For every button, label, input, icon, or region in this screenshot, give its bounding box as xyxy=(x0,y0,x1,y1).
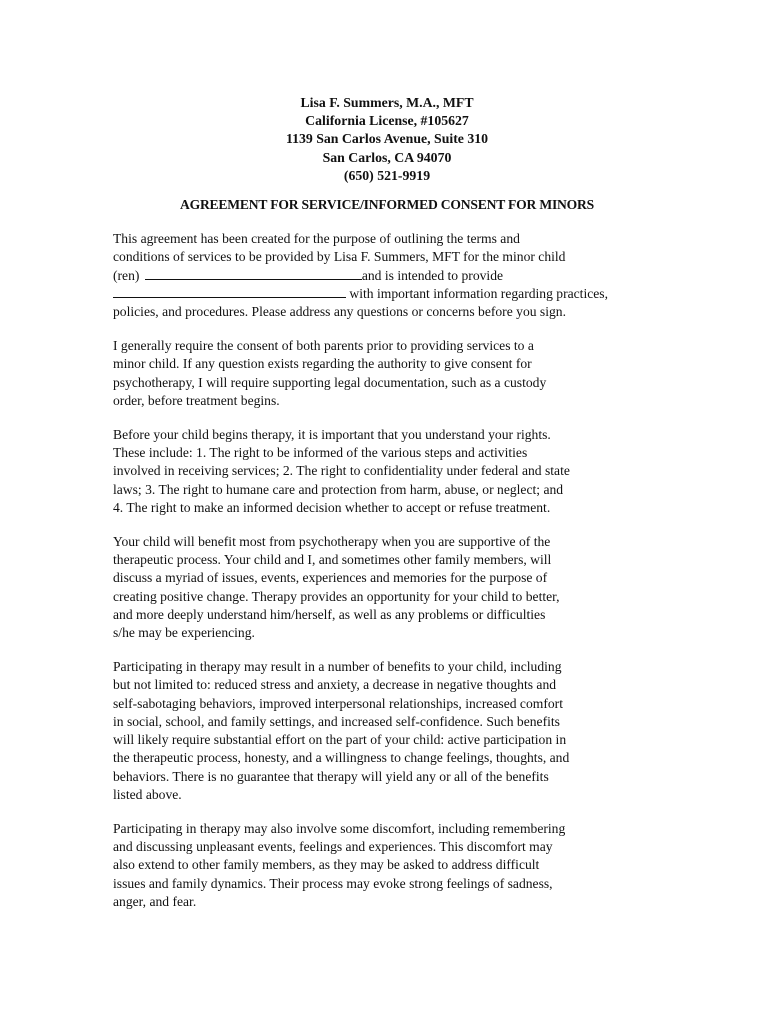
paragraph-line: This agreement has been created for the purpose of outlining the terms and xyxy=(113,231,520,247)
paragraph-line: s/he may be experiencing. xyxy=(113,625,255,641)
paragraph-rights xyxy=(113,426,661,517)
paragraph-line: conditions of services to be provided by Lisa F. Summers, MFT for the minor child xyxy=(113,249,566,265)
paragraph-line xyxy=(113,267,661,285)
paragraph-line: These include: 1. The right to be informed of the various steps and activities xyxy=(113,445,528,461)
paragraph-benefits xyxy=(113,658,661,804)
paragraph-line: Before your child begins therapy, it is important that you understand your rights. xyxy=(113,427,551,443)
paragraph-line: order, before treatment begins. xyxy=(113,392,280,408)
paragraph-line-segment: and is intended to provide xyxy=(361,267,504,283)
paragraph-parental-consent xyxy=(113,337,661,410)
paragraph-line: involved in receiving services; 2. The right to confidentiality under federal and state xyxy=(113,463,570,479)
paragraph-line: creating positive change. Therapy provides an opportunity for your child to better, xyxy=(113,588,560,604)
paragraph-line: minor child. If any question exists regarding the authority to give consent for xyxy=(113,356,532,372)
paragraph-line: in social, school, and family settings, and increased self-confidence. Such benefits xyxy=(113,713,560,729)
license-number: California License, #105627 xyxy=(305,113,469,129)
paragraph-line: listed above. xyxy=(113,786,182,802)
paragraph-benefit-support xyxy=(113,533,661,642)
paragraph-line: the therapeutic process, honesty, and a willingness to change feelings, thoughts, and xyxy=(113,750,570,766)
paragraph-line: 4. The right to make an informed decision whether to accept or refuse treatment. xyxy=(113,499,551,515)
paragraph-line: and discussing unpleasant events, feelings and experiences. This discomfort may xyxy=(113,839,553,855)
therapist-name: Lisa F. Summers, M.A., MFT xyxy=(300,95,474,110)
paragraph-line: issues and family dynamics. Their process may evoke strong feelings of sadness, xyxy=(113,875,553,891)
paragraph-line: will likely require substantial effort on the part of your child: active participation in xyxy=(113,732,567,748)
paragraph-line: therapeutic process. Your child and I, and sometimes other family members, will xyxy=(113,552,552,568)
paragraph-line-segment: with important information regarding practices, xyxy=(349,285,608,301)
paragraph-line: policies, and procedures. Please address any questions or concerns before you sign. xyxy=(113,304,566,320)
paragraph-line: behaviors. There is no guarantee that therapy will yield any or all of the benefits xyxy=(113,768,549,784)
paragraph-discomfort xyxy=(113,820,661,911)
paragraph-line: psychotherapy, I will require supporting legal documentation, such as a custody xyxy=(113,374,547,390)
address-line-2: San Carlos, CA 94070 xyxy=(322,149,452,165)
paragraph-line: anger, and fear. xyxy=(113,893,197,909)
paragraph-line: I generally require the consent of both parents prior to providing services to a xyxy=(113,338,534,354)
phone-number: (650) 521-9919 xyxy=(343,167,431,183)
paragraph-line: self-sabotaging behaviors, improved interpersonal relationships, increased comfort xyxy=(113,695,563,711)
paragraph-line-segment: (ren) xyxy=(113,267,140,283)
document-page xyxy=(113,93,661,911)
child-name-blank-2[interactable] xyxy=(113,285,346,298)
paragraph-line: Your child will benefit most from psychotherapy when you are supportive of the xyxy=(113,534,551,550)
letterhead xyxy=(113,94,661,185)
paragraph-line: also extend to other family members, as they may be asked to address difficult xyxy=(113,857,540,873)
paragraph-line: Participating in therapy may also involve some discomfort, including remembering xyxy=(113,820,566,836)
paragraph-line: discuss a myriad of issues, events, experiences and memories for the purpose of xyxy=(113,570,548,586)
paragraph-line: Participating in therapy may result in a number of benefits to your child, including xyxy=(113,659,562,675)
paragraph-line: laws; 3. The right to humane care and protection from harm, abuse, or neglect; and xyxy=(113,481,564,497)
address-line-1: 1139 San Carlos Avenue, Suite 310 xyxy=(285,131,489,147)
paragraph-purpose xyxy=(113,230,661,321)
paragraph-line: and more deeply understand him/herself, as well as any problems or difficulties xyxy=(113,606,546,622)
child-name-blank[interactable] xyxy=(145,267,362,280)
paragraph-line: but not limited to: reduced stress and anxiety, a decrease in negative thoughts and xyxy=(113,677,557,693)
paragraph-line xyxy=(113,285,661,303)
document-title: AGREEMENT FOR SERVICE/INFORMED CONSENT FOR MINORS xyxy=(179,197,595,213)
